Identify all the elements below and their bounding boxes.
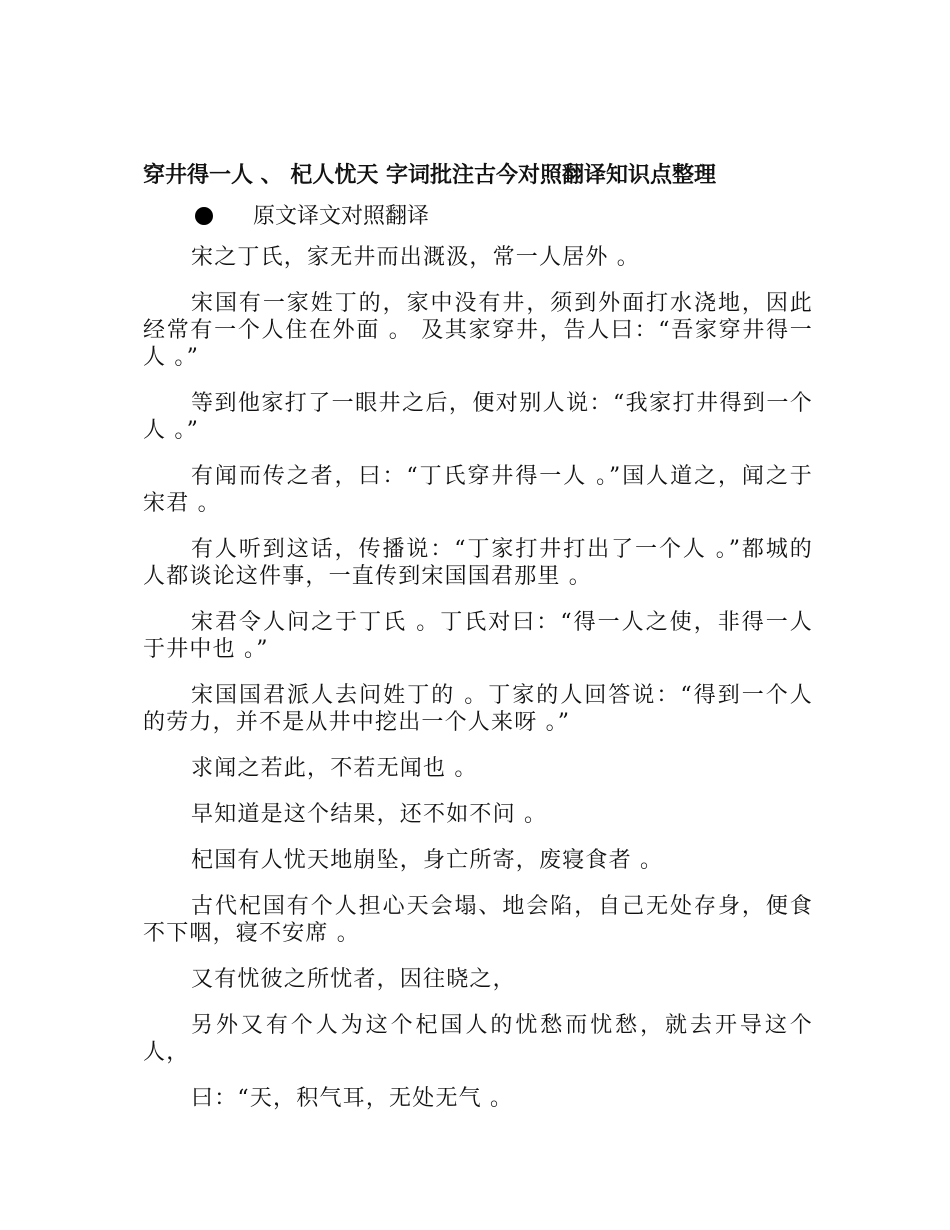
paragraph: 另外又有个人为这个杞国人的忧愁而忧愁，就去开导这个人， [143, 1013, 813, 1065]
paragraph: 宋国国君派人去问姓丁的 。丁家的人回答说：“得到一个人的劳力，并不是从井中挖出一个人来呀 。” [143, 683, 813, 735]
paragraph: 又有忧彼之所忧者，因往晓之， [191, 967, 516, 992]
paragraph: 等到他家打了一眼井之后，便对别人说：“我家打井得到一个人 。” [143, 391, 813, 443]
paragraph: 有人听到这话，传播说：“丁家打井打出了一个人 。”都城的人都谈论这件事，一直传到宋国国君那里 。 [143, 537, 813, 589]
document-title: 穿井得一人 、 杞人忧天 字词批注古今对照翻译知识点整理 [143, 162, 716, 188]
paragraph: 宋君令人问之于丁氏 。丁氏对曰：“得一人之使，非得一人于井中也 。” [143, 610, 813, 662]
paragraph: 古代杞国有个人担心天会塌、地会陷，自己无处存身，便食不下咽，寝不安席 。 [143, 894, 813, 946]
paragraph: 有闻而传之者，曰：“丁氏穿井得一人 。”国人道之，闻之于宋君 。 [143, 464, 813, 516]
paragraph: 早知道是这个结果，还不如不问 。 [191, 802, 548, 827]
section-heading [143, 200, 813, 234]
paragraph: 宋之丁氏，家无井而出溉汲，常一人居外 。 [191, 245, 640, 270]
bullet-dot-icon [195, 207, 213, 225]
paragraph: 宋国有一家姓丁的，家中没有井，须到外面打水浇地，因此经常有一个人住在外面 。 及其家穿井，告人曰：“吾家穿井得一人 。” [143, 291, 813, 370]
paragraph: 曰：“天，积气耳，无处无气 。 [191, 1086, 514, 1111]
section-heading-label: 原文译文对照翻译 [253, 204, 430, 229]
document-page [143, 158, 813, 1131]
paragraph: 杞国有人忧天地崩坠，身亡所寄，废寝食者 。 [191, 848, 664, 873]
paragraph: 求闻之若此，不若无闻也 。 [191, 756, 478, 781]
